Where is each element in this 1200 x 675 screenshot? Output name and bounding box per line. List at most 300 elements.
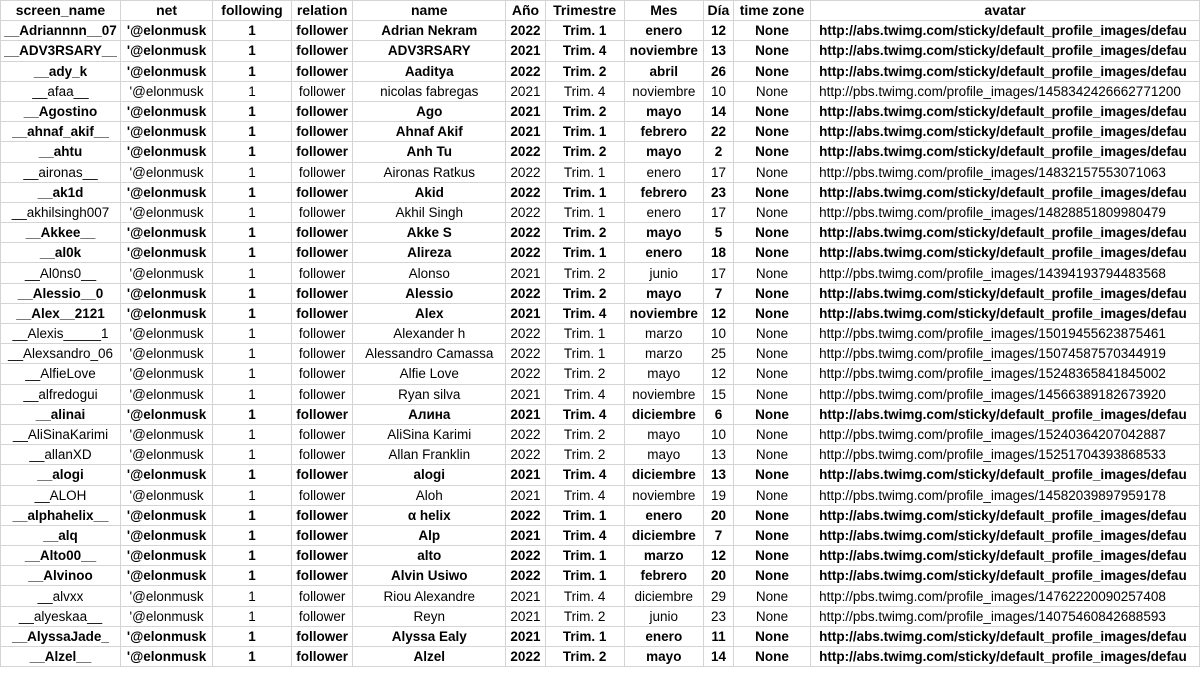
cell-screen-name[interactable]: __akhilsingh007 (1, 202, 121, 222)
cell-quarter[interactable]: Trim. 4 (545, 586, 624, 606)
cell-day[interactable]: 25 (704, 344, 734, 364)
cell-following[interactable]: 1 (213, 61, 292, 81)
cell-quarter[interactable]: Trim. 4 (545, 303, 624, 323)
cell-relation[interactable]: follower (291, 324, 353, 344)
cell-year[interactable]: 2021 (506, 384, 546, 404)
cell-screen-name[interactable]: __ADV3RSARY__ (1, 41, 121, 61)
cell-month[interactable]: mayo (624, 142, 703, 162)
cell-net[interactable]: '@elonmusk (120, 606, 212, 626)
cell-year[interactable]: 2022 (506, 424, 546, 444)
cell-screen-name[interactable]: __Al0ns0__ (1, 263, 121, 283)
cell-day[interactable]: 18 (704, 243, 734, 263)
cell-screen-name[interactable]: __Akkee__ (1, 223, 121, 243)
cell-relation[interactable]: follower (291, 303, 353, 323)
cell-month[interactable]: mayo (624, 445, 703, 465)
cell-time-zone[interactable]: None (733, 162, 810, 182)
cell-screen-name[interactable]: __aironas__ (1, 162, 121, 182)
cell-relation[interactable]: follower (291, 263, 353, 283)
cell-screen-name[interactable]: __alogi (1, 465, 121, 485)
cell-avatar[interactable]: http://abs.twimg.com/sticky/default_profile_images/defau (811, 41, 1200, 61)
cell-avatar[interactable]: http://abs.twimg.com/sticky/default_profile_images/defau (811, 283, 1200, 303)
cell-month[interactable]: noviembre (624, 384, 703, 404)
cell-day[interactable]: 20 (704, 505, 734, 525)
cell-month[interactable]: noviembre (624, 81, 703, 101)
cell-year[interactable]: 2021 (506, 122, 546, 142)
cell-name[interactable]: Alyssa Ealy (353, 626, 506, 646)
cell-relation[interactable]: follower (291, 41, 353, 61)
cell-quarter[interactable]: Trim. 1 (545, 162, 624, 182)
cell-quarter[interactable]: Trim. 4 (545, 41, 624, 61)
cell-screen-name[interactable]: __afaa__ (1, 81, 121, 101)
cell-name[interactable]: Alfie Love (353, 364, 506, 384)
cell-avatar[interactable]: http://abs.twimg.com/sticky/default_profile_images/defau (811, 303, 1200, 323)
cell-month[interactable]: noviembre (624, 303, 703, 323)
cell-quarter[interactable]: Trim. 2 (545, 101, 624, 121)
cell-name[interactable]: Aironas Ratkus (353, 162, 506, 182)
cell-name[interactable]: Alex (353, 303, 506, 323)
cell-time-zone[interactable]: None (733, 122, 810, 142)
cell-screen-name[interactable]: __ady_k (1, 61, 121, 81)
cell-screen-name[interactable]: __alfredogui (1, 384, 121, 404)
cell-day[interactable]: 29 (704, 586, 734, 606)
cell-year[interactable]: 2022 (506, 61, 546, 81)
cell-relation[interactable]: follower (291, 162, 353, 182)
cell-year[interactable]: 2022 (506, 505, 546, 525)
cell-year[interactable]: 2022 (506, 223, 546, 243)
cell-relation[interactable]: follower (291, 485, 353, 505)
cell-relation[interactable]: follower (291, 364, 353, 384)
cell-name[interactable]: Aloh (353, 485, 506, 505)
cell-quarter[interactable]: Trim. 1 (545, 122, 624, 142)
cell-day[interactable]: 17 (704, 202, 734, 222)
column-header-name[interactable]: name (353, 1, 506, 21)
cell-following[interactable]: 1 (213, 243, 292, 263)
cell-name[interactable]: Akid (353, 182, 506, 202)
cell-screen-name[interactable]: __alvxx (1, 586, 121, 606)
cell-time-zone[interactable]: None (733, 283, 810, 303)
cell-quarter[interactable]: Trim. 1 (545, 202, 624, 222)
cell-relation[interactable]: follower (291, 21, 353, 41)
cell-avatar[interactable]: http://abs.twimg.com/sticky/default_profile_images/defau (811, 404, 1200, 424)
cell-day[interactable]: 26 (704, 61, 734, 81)
cell-net[interactable]: '@elonmusk (120, 525, 212, 545)
cell-net[interactable]: '@elonmusk (120, 182, 212, 202)
cell-quarter[interactable]: Trim. 4 (545, 485, 624, 505)
cell-avatar[interactable]: http://abs.twimg.com/sticky/default_profile_images/defau (811, 465, 1200, 485)
cell-month[interactable]: enero (624, 243, 703, 263)
cell-screen-name[interactable]: __Alessio__0 (1, 283, 121, 303)
cell-avatar[interactable]: http://abs.twimg.com/sticky/default_profile_images/defau (811, 243, 1200, 263)
cell-net[interactable]: '@elonmusk (120, 586, 212, 606)
cell-avatar[interactable]: http://pbs.twimg.com/profile_images/14394193794483568 (811, 263, 1200, 283)
cell-following[interactable]: 1 (213, 505, 292, 525)
cell-net[interactable]: '@elonmusk (120, 243, 212, 263)
cell-name[interactable]: nicolas fabregas (353, 81, 506, 101)
cell-following[interactable]: 1 (213, 41, 292, 61)
cell-avatar[interactable]: http://abs.twimg.com/sticky/default_profile_images/defau (811, 142, 1200, 162)
cell-avatar[interactable]: http://pbs.twimg.com/profile_images/15240364207042887 (811, 424, 1200, 444)
cell-year[interactable]: 2021 (506, 525, 546, 545)
cell-net[interactable]: '@elonmusk (120, 81, 212, 101)
cell-avatar[interactable]: http://abs.twimg.com/sticky/default_profile_images/defau (811, 101, 1200, 121)
cell-time-zone[interactable]: None (733, 182, 810, 202)
cell-screen-name[interactable]: __alphahelix__ (1, 505, 121, 525)
cell-avatar[interactable]: http://abs.twimg.com/sticky/default_profile_images/defau (811, 182, 1200, 202)
cell-relation[interactable]: follower (291, 122, 353, 142)
cell-avatar[interactable]: http://pbs.twimg.com/profile_images/14762220090257408 (811, 586, 1200, 606)
cell-year[interactable]: 2021 (506, 263, 546, 283)
cell-month[interactable]: enero (624, 626, 703, 646)
cell-screen-name[interactable]: __Alexsandro_06 (1, 344, 121, 364)
cell-following[interactable]: 1 (213, 202, 292, 222)
column-header-following[interactable]: following (213, 1, 292, 21)
cell-day[interactable]: 20 (704, 566, 734, 586)
cell-screen-name[interactable]: __AliSinaKarimi (1, 424, 121, 444)
cell-name[interactable]: Riou Alexandre (353, 586, 506, 606)
cell-month[interactable]: enero (624, 21, 703, 41)
cell-net[interactable]: '@elonmusk (120, 21, 212, 41)
cell-avatar[interactable]: http://pbs.twimg.com/profile_images/14582039897959178 (811, 485, 1200, 505)
cell-relation[interactable]: follower (291, 101, 353, 121)
cell-screen-name[interactable]: __Alexis_____1 (1, 324, 121, 344)
cell-net[interactable]: '@elonmusk (120, 61, 212, 81)
cell-screen-name[interactable]: __Alex__2121 (1, 303, 121, 323)
cell-month[interactable]: mayo (624, 223, 703, 243)
cell-name[interactable]: Alp (353, 525, 506, 545)
cell-time-zone[interactable]: None (733, 404, 810, 424)
cell-year[interactable]: 2022 (506, 243, 546, 263)
cell-day[interactable]: 6 (704, 404, 734, 424)
cell-net[interactable]: '@elonmusk (120, 647, 212, 667)
cell-time-zone[interactable]: None (733, 81, 810, 101)
cell-quarter[interactable]: Trim. 2 (545, 445, 624, 465)
cell-following[interactable]: 1 (213, 142, 292, 162)
cell-net[interactable]: '@elonmusk (120, 626, 212, 646)
cell-following[interactable]: 1 (213, 21, 292, 41)
cell-time-zone[interactable]: None (733, 566, 810, 586)
cell-name[interactable]: Alessio (353, 283, 506, 303)
cell-month[interactable]: febrero (624, 566, 703, 586)
cell-net[interactable]: '@elonmusk (120, 364, 212, 384)
cell-quarter[interactable]: Trim. 1 (545, 566, 624, 586)
cell-net[interactable]: '@elonmusk (120, 101, 212, 121)
cell-net[interactable]: '@elonmusk (120, 424, 212, 444)
cell-following[interactable]: 1 (213, 485, 292, 505)
cell-year[interactable]: 2022 (506, 546, 546, 566)
column-header-time-zone[interactable]: time zone (733, 1, 810, 21)
cell-quarter[interactable]: Trim. 1 (545, 546, 624, 566)
cell-year[interactable]: 2022 (506, 283, 546, 303)
cell-name[interactable]: Alvin Usiwo (353, 566, 506, 586)
cell-quarter[interactable]: Trim. 1 (545, 21, 624, 41)
cell-day[interactable]: 12 (704, 546, 734, 566)
cell-month[interactable]: diciembre (624, 525, 703, 545)
cell-net[interactable]: '@elonmusk (120, 485, 212, 505)
cell-quarter[interactable]: Trim. 2 (545, 283, 624, 303)
cell-net[interactable]: '@elonmusk (120, 384, 212, 404)
cell-year[interactable]: 2021 (506, 606, 546, 626)
cell-year[interactable]: 2022 (506, 21, 546, 41)
cell-month[interactable]: enero (624, 505, 703, 525)
cell-screen-name[interactable]: __AlyssaJade_ (1, 626, 121, 646)
cell-month[interactable]: diciembre (624, 465, 703, 485)
cell-quarter[interactable]: Trim. 4 (545, 384, 624, 404)
cell-net[interactable]: '@elonmusk (120, 546, 212, 566)
cell-relation[interactable]: follower (291, 647, 353, 667)
cell-year[interactable]: 2021 (506, 626, 546, 646)
cell-day[interactable]: 14 (704, 647, 734, 667)
cell-following[interactable]: 1 (213, 586, 292, 606)
cell-following[interactable]: 1 (213, 162, 292, 182)
cell-following[interactable]: 1 (213, 546, 292, 566)
cell-screen-name[interactable]: __Alto00__ (1, 546, 121, 566)
cell-name[interactable]: Anh Tu (353, 142, 506, 162)
cell-time-zone[interactable]: None (733, 586, 810, 606)
cell-net[interactable]: '@elonmusk (120, 263, 212, 283)
cell-year[interactable]: 2021 (506, 586, 546, 606)
cell-following[interactable]: 1 (213, 344, 292, 364)
cell-following[interactable]: 1 (213, 263, 292, 283)
cell-following[interactable]: 1 (213, 647, 292, 667)
cell-avatar[interactable]: http://pbs.twimg.com/profile_images/1458342426662771200 (811, 81, 1200, 101)
cell-relation[interactable]: follower (291, 525, 353, 545)
cell-quarter[interactable]: Trim. 1 (545, 505, 624, 525)
cell-time-zone[interactable]: None (733, 465, 810, 485)
cell-screen-name[interactable]: __allanXD (1, 445, 121, 465)
cell-avatar[interactable]: http://pbs.twimg.com/profile_images/14075460842688593 (811, 606, 1200, 626)
cell-year[interactable]: 2021 (506, 101, 546, 121)
cell-time-zone[interactable]: None (733, 101, 810, 121)
cell-avatar[interactable]: http://pbs.twimg.com/profile_images/15248365841845002 (811, 364, 1200, 384)
cell-day[interactable]: 13 (704, 41, 734, 61)
cell-relation[interactable]: follower (291, 586, 353, 606)
cell-time-zone[interactable]: None (733, 546, 810, 566)
cell-screen-name[interactable]: __AlfieLove (1, 364, 121, 384)
cell-name[interactable]: Aaditya (353, 61, 506, 81)
cell-time-zone[interactable]: None (733, 445, 810, 465)
cell-day[interactable]: 11 (704, 626, 734, 646)
cell-quarter[interactable]: Trim. 4 (545, 404, 624, 424)
cell-year[interactable]: 2022 (506, 142, 546, 162)
cell-month[interactable]: junio (624, 263, 703, 283)
cell-year[interactable]: 2022 (506, 162, 546, 182)
cell-relation[interactable]: follower (291, 626, 353, 646)
cell-avatar[interactable]: http://abs.twimg.com/sticky/default_profile_images/defau (811, 122, 1200, 142)
cell-day[interactable]: 19 (704, 485, 734, 505)
cell-quarter[interactable]: Trim. 2 (545, 424, 624, 444)
cell-screen-name[interactable]: __alyeskaa__ (1, 606, 121, 626)
cell-month[interactable]: marzo (624, 324, 703, 344)
cell-month[interactable]: noviembre (624, 41, 703, 61)
cell-following[interactable]: 1 (213, 303, 292, 323)
cell-net[interactable]: '@elonmusk (120, 122, 212, 142)
cell-avatar[interactable]: http://pbs.twimg.com/profile_images/14566389182673920 (811, 384, 1200, 404)
cell-day[interactable]: 12 (704, 303, 734, 323)
cell-year[interactable]: 2021 (506, 404, 546, 424)
cell-name[interactable]: Ryan silva (353, 384, 506, 404)
cell-month[interactable]: mayo (624, 364, 703, 384)
cell-relation[interactable]: follower (291, 424, 353, 444)
cell-month[interactable]: mayo (624, 101, 703, 121)
cell-time-zone[interactable]: None (733, 303, 810, 323)
cell-relation[interactable]: follower (291, 61, 353, 81)
cell-net[interactable]: '@elonmusk (120, 303, 212, 323)
cell-name[interactable]: Akke S (353, 223, 506, 243)
cell-day[interactable]: 12 (704, 21, 734, 41)
column-header-screen-name[interactable]: screen_name (1, 1, 121, 21)
cell-time-zone[interactable]: None (733, 324, 810, 344)
cell-day[interactable]: 17 (704, 162, 734, 182)
cell-screen-name[interactable]: __Adriannnn__07 (1, 21, 121, 41)
cell-time-zone[interactable]: None (733, 364, 810, 384)
cell-avatar[interactable]: http://abs.twimg.com/sticky/default_profile_images/defau (811, 223, 1200, 243)
cell-relation[interactable]: follower (291, 182, 353, 202)
cell-following[interactable]: 1 (213, 384, 292, 404)
cell-day[interactable]: 23 (704, 182, 734, 202)
cell-avatar[interactable]: http://abs.twimg.com/sticky/default_profile_images/defau (811, 21, 1200, 41)
cell-quarter[interactable]: Trim. 1 (545, 182, 624, 202)
cell-month[interactable]: febrero (624, 122, 703, 142)
cell-day[interactable]: 13 (704, 465, 734, 485)
cell-avatar[interactable]: http://pbs.twimg.com/profile_images/15019455623875461 (811, 324, 1200, 344)
cell-following[interactable]: 1 (213, 81, 292, 101)
cell-relation[interactable]: follower (291, 81, 353, 101)
cell-month[interactable]: mayo (624, 647, 703, 667)
cell-screen-name[interactable]: __al0k (1, 243, 121, 263)
cell-name[interactable]: AliSina Karimi (353, 424, 506, 444)
cell-year[interactable]: 2022 (506, 647, 546, 667)
cell-relation[interactable]: follower (291, 505, 353, 525)
cell-quarter[interactable]: Trim. 2 (545, 647, 624, 667)
cell-name[interactable]: Alzel (353, 647, 506, 667)
cell-avatar[interactable]: http://abs.twimg.com/sticky/default_profile_images/defau (811, 505, 1200, 525)
column-header-month[interactable]: Mes (624, 1, 703, 21)
cell-name[interactable]: ADV3RSARY (353, 41, 506, 61)
cell-month[interactable]: marzo (624, 546, 703, 566)
cell-following[interactable]: 1 (213, 626, 292, 646)
cell-name[interactable]: Alessandro Camassa (353, 344, 506, 364)
cell-year[interactable]: 2021 (506, 41, 546, 61)
cell-time-zone[interactable]: None (733, 263, 810, 283)
column-header-relation[interactable]: relation (291, 1, 353, 21)
cell-month[interactable]: junio (624, 606, 703, 626)
cell-day[interactable]: 10 (704, 81, 734, 101)
cell-relation[interactable]: follower (291, 465, 353, 485)
cell-name[interactable]: Alireza (353, 243, 506, 263)
cell-time-zone[interactable]: None (733, 202, 810, 222)
cell-name[interactable]: Akhil Singh (353, 202, 506, 222)
cell-name[interactable]: Алина (353, 404, 506, 424)
cell-month[interactable]: diciembre (624, 404, 703, 424)
cell-quarter[interactable]: Trim. 2 (545, 364, 624, 384)
cell-month[interactable]: febrero (624, 182, 703, 202)
cell-year[interactable]: 2022 (506, 202, 546, 222)
cell-quarter[interactable]: Trim. 2 (545, 61, 624, 81)
cell-following[interactable]: 1 (213, 122, 292, 142)
cell-day[interactable]: 14 (704, 101, 734, 121)
cell-year[interactable]: 2021 (506, 465, 546, 485)
cell-time-zone[interactable]: None (733, 505, 810, 525)
cell-screen-name[interactable]: __Alvinoo (1, 566, 121, 586)
cell-relation[interactable]: follower (291, 566, 353, 586)
column-header-net[interactable]: net (120, 1, 212, 21)
cell-net[interactable]: '@elonmusk (120, 404, 212, 424)
cell-quarter[interactable]: Trim. 2 (545, 263, 624, 283)
cell-relation[interactable]: follower (291, 546, 353, 566)
cell-day[interactable]: 10 (704, 324, 734, 344)
cell-name[interactable]: Alonso (353, 263, 506, 283)
cell-quarter[interactable]: Trim. 4 (545, 465, 624, 485)
cell-name[interactable]: alto (353, 546, 506, 566)
cell-name[interactable]: alogi (353, 465, 506, 485)
cell-name[interactable]: Ago (353, 101, 506, 121)
column-header-year[interactable]: Año (506, 1, 546, 21)
cell-time-zone[interactable]: None (733, 626, 810, 646)
cell-net[interactable]: '@elonmusk (120, 344, 212, 364)
cell-year[interactable]: 2022 (506, 445, 546, 465)
cell-net[interactable]: '@elonmusk (120, 566, 212, 586)
cell-net[interactable]: '@elonmusk (120, 445, 212, 465)
cell-name[interactable]: Reyn (353, 606, 506, 626)
cell-following[interactable]: 1 (213, 606, 292, 626)
cell-net[interactable]: '@elonmusk (120, 202, 212, 222)
cell-avatar[interactable]: http://pbs.twimg.com/profile_images/15074587570344919 (811, 344, 1200, 364)
cell-day[interactable]: 23 (704, 606, 734, 626)
cell-month[interactable]: abril (624, 61, 703, 81)
cell-quarter[interactable]: Trim. 4 (545, 525, 624, 545)
column-header-avatar[interactable]: avatar (811, 1, 1200, 21)
cell-day[interactable]: 7 (704, 283, 734, 303)
cell-quarter[interactable]: Trim. 2 (545, 223, 624, 243)
cell-relation[interactable]: follower (291, 223, 353, 243)
cell-time-zone[interactable]: None (733, 243, 810, 263)
cell-screen-name[interactable]: __ahtu (1, 142, 121, 162)
cell-avatar[interactable]: http://pbs.twimg.com/profile_images/14832157553071063 (811, 162, 1200, 182)
cell-name[interactable]: Ahnaf Akif (353, 122, 506, 142)
cell-year[interactable]: 2021 (506, 303, 546, 323)
cell-relation[interactable]: follower (291, 404, 353, 424)
cell-avatar[interactable]: http://abs.twimg.com/sticky/default_profile_images/defau (811, 626, 1200, 646)
cell-relation[interactable]: follower (291, 606, 353, 626)
cell-screen-name[interactable]: __alq (1, 525, 121, 545)
cell-following[interactable]: 1 (213, 424, 292, 444)
cell-quarter[interactable]: Trim. 1 (545, 626, 624, 646)
cell-following[interactable]: 1 (213, 445, 292, 465)
cell-month[interactable]: mayo (624, 424, 703, 444)
cell-quarter[interactable]: Trim. 2 (545, 606, 624, 626)
cell-time-zone[interactable]: None (733, 61, 810, 81)
cell-following[interactable]: 1 (213, 324, 292, 344)
cell-avatar[interactable]: http://abs.twimg.com/sticky/default_profile_images/defau (811, 647, 1200, 667)
cell-month[interactable]: enero (624, 162, 703, 182)
cell-quarter[interactable]: Trim. 4 (545, 81, 624, 101)
cell-month[interactable]: marzo (624, 344, 703, 364)
cell-net[interactable]: '@elonmusk (120, 324, 212, 344)
cell-following[interactable]: 1 (213, 465, 292, 485)
cell-relation[interactable]: follower (291, 445, 353, 465)
cell-net[interactable]: '@elonmusk (120, 465, 212, 485)
cell-time-zone[interactable]: None (733, 647, 810, 667)
cell-screen-name[interactable]: __ahnaf_akif__ (1, 122, 121, 142)
cell-time-zone[interactable]: None (733, 21, 810, 41)
cell-day[interactable]: 2 (704, 142, 734, 162)
cell-relation[interactable]: follower (291, 384, 353, 404)
cell-following[interactable]: 1 (213, 182, 292, 202)
cell-net[interactable]: '@elonmusk (120, 142, 212, 162)
cell-year[interactable]: 2022 (506, 182, 546, 202)
cell-net[interactable]: '@elonmusk (120, 223, 212, 243)
cell-net[interactable]: '@elonmusk (120, 162, 212, 182)
